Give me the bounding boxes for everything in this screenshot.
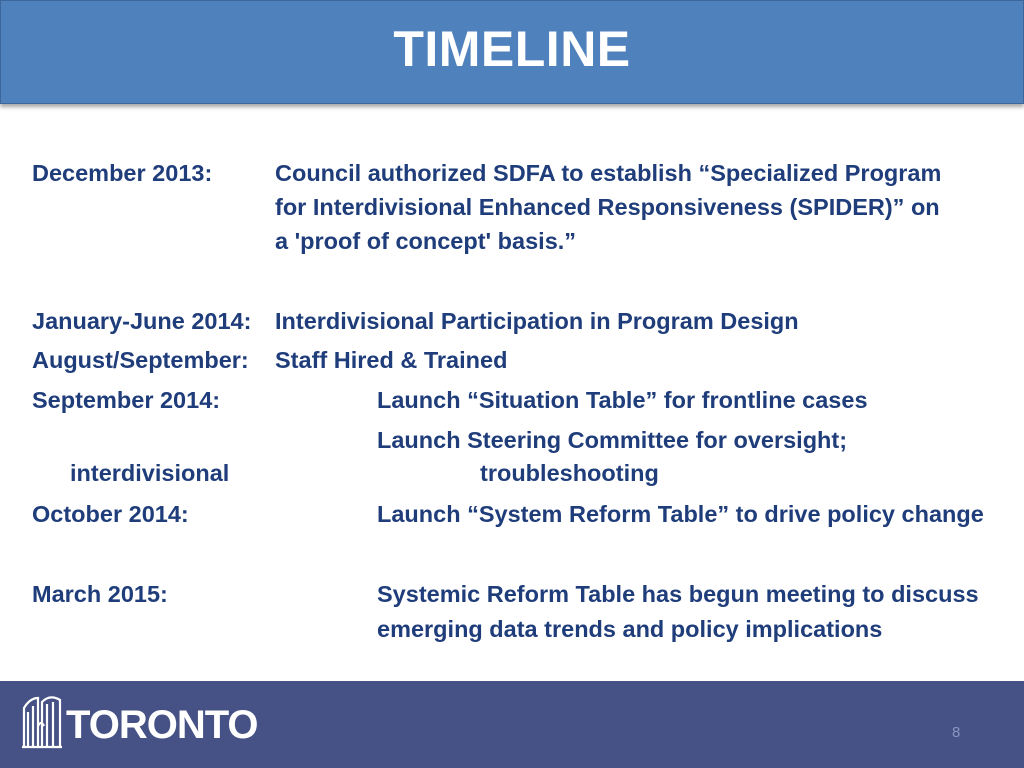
entry-august-september: Staff Hired & Trained <box>275 347 508 373</box>
title-bar <box>0 0 1024 104</box>
date-march-2015: March 2015: <box>32 581 168 607</box>
entry-october-2014: Launch “System Reform Table” to drive policy change <box>377 501 984 527</box>
entry-december-2013-line-3: a 'proof of concept' basis.” <box>275 228 577 254</box>
page-number: 8 <box>952 724 961 741</box>
date-september-2014: September 2014: <box>32 387 221 413</box>
entry-september-2014-line-3a: interdivisional <box>70 460 230 486</box>
entry-march-2015-line-2: emerging data trends and policy implications <box>377 616 883 642</box>
entry-september-2014-line-2: Launch Steering Committee for oversight; <box>377 427 848 453</box>
entry-december-2013-line-2: for Interdivisional Enhanced Responsiveness (SPIDER)” on <box>275 194 940 220</box>
entry-december-2013-line-1: Council authorized SDFA to establish “Specialized Program <box>275 160 942 186</box>
entry-january-june-2014: Interdivisional Participation in Program Design <box>275 308 799 334</box>
slide-title: TIMELINE <box>393 21 631 77</box>
entry-september-2014-line-3b: troubleshooting <box>480 460 659 486</box>
entry-march-2015-line-1: Systemic Reform Table has begun meeting to discuss <box>377 581 979 607</box>
entry-september-2014-line-1: Launch “Situation Table” for frontline cases <box>377 387 868 413</box>
date-october-2014: October 2014: <box>32 501 189 527</box>
toronto-logo-wordmark: TORONTO <box>66 703 258 747</box>
date-august-september: August/September: <box>32 347 249 373</box>
date-december-2013: December 2013: <box>32 160 213 186</box>
date-january-june-2014: January-June 2014: <box>32 308 252 334</box>
